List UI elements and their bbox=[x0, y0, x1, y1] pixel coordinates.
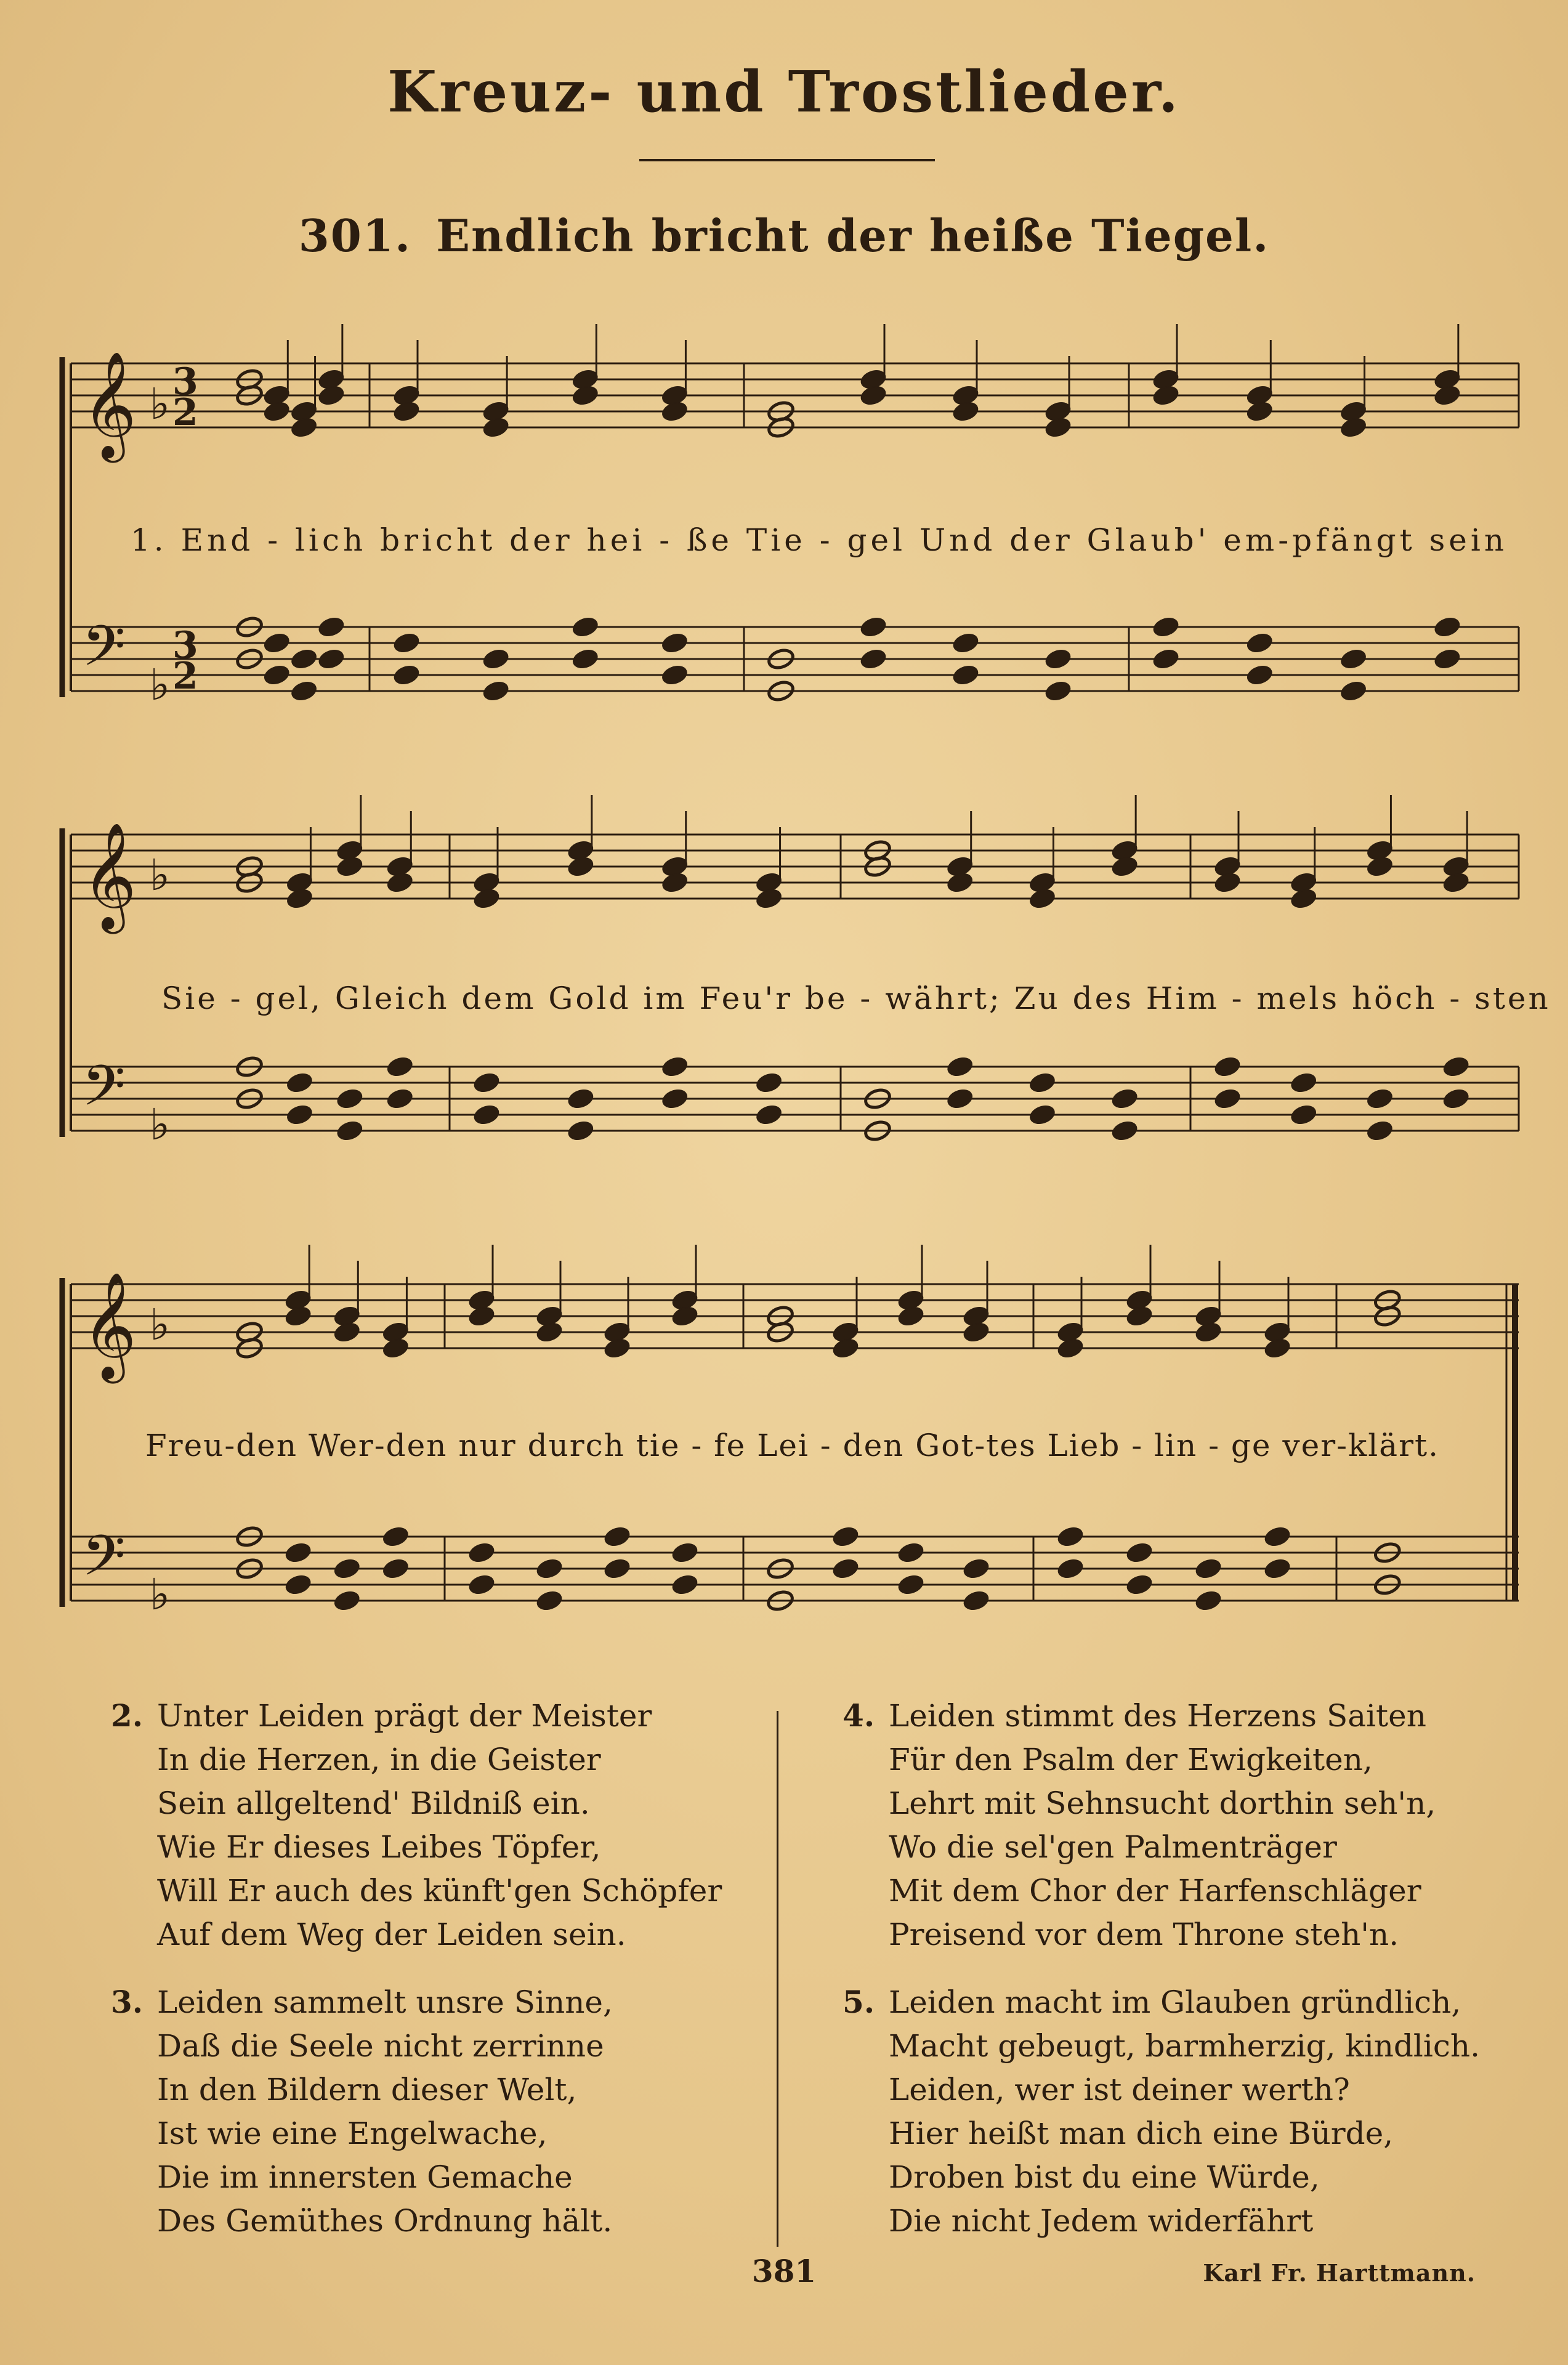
note-head bbox=[1245, 663, 1274, 687]
verse-line bbox=[111, 2024, 722, 2068]
note-head bbox=[952, 663, 980, 687]
verse-text: Sein allgeltend' Bildniß ein. bbox=[157, 1785, 590, 1821]
note-head bbox=[571, 615, 599, 639]
note-head bbox=[962, 1589, 990, 1612]
verse-line bbox=[843, 2112, 1480, 2156]
bass-clef: 𝄢 bbox=[82, 1053, 126, 1132]
note-head bbox=[660, 400, 689, 423]
note-head bbox=[482, 647, 510, 671]
note-head bbox=[381, 1336, 410, 1360]
note-head bbox=[571, 384, 599, 407]
note-head bbox=[336, 1087, 364, 1110]
verse-number: 2. bbox=[111, 1697, 143, 1734]
note-head bbox=[386, 871, 414, 894]
verses-left-column bbox=[111, 1694, 722, 2266]
page-number: 381 bbox=[751, 2253, 817, 2289]
note-head bbox=[1125, 1573, 1154, 1596]
note-head bbox=[285, 887, 313, 910]
note-head bbox=[1110, 855, 1139, 878]
flat-sign: ♭ bbox=[150, 1300, 171, 1350]
note-head bbox=[1028, 887, 1056, 910]
note-head bbox=[472, 887, 501, 910]
note-head bbox=[467, 1541, 496, 1564]
verse-text: Unter Leiden prägt der Meister bbox=[157, 1698, 652, 1734]
verse-line bbox=[843, 1782, 1480, 1825]
note-head bbox=[1339, 416, 1367, 439]
note-head bbox=[897, 1304, 925, 1328]
note-head bbox=[262, 663, 291, 687]
verse-text: Leiden sammelt unsre Sinne, bbox=[157, 1984, 613, 2020]
verse-line bbox=[111, 1913, 722, 1957]
verse-line bbox=[843, 1738, 1480, 1782]
note-head bbox=[262, 631, 291, 655]
verse-text: Lehrt mit Sehnsucht dorthin seh'n, bbox=[889, 1785, 1436, 1821]
verse-text: Auf dem Weg der Leiden sein. bbox=[157, 1917, 626, 1952]
verse-line bbox=[843, 1825, 1480, 1869]
verse-text: Hier heißt man dich eine Bürde, bbox=[889, 2116, 1394, 2151]
note-head bbox=[660, 1087, 689, 1110]
note-head bbox=[1213, 871, 1242, 894]
note-head bbox=[467, 1573, 496, 1596]
verse-line bbox=[843, 1869, 1480, 1913]
note-head bbox=[952, 631, 980, 655]
note-head bbox=[945, 871, 974, 894]
note-head bbox=[1110, 1087, 1139, 1110]
note-head bbox=[1433, 615, 1461, 639]
note-head bbox=[962, 1557, 990, 1580]
note-head bbox=[1194, 1320, 1222, 1344]
note-head bbox=[1152, 615, 1180, 639]
lyrics-line-3: Freu-den Wer-den nur durch tie - fe Lei - den Got-tes Lieb - lin - ge ver-klärt. bbox=[145, 1428, 1439, 1463]
note-head bbox=[831, 1336, 860, 1360]
verse-line bbox=[111, 1782, 722, 1825]
note-head bbox=[467, 1304, 496, 1328]
flat-sign: ♭ bbox=[150, 379, 171, 429]
note-head bbox=[472, 1103, 501, 1126]
verse-line bbox=[843, 2199, 1480, 2243]
note-head bbox=[1263, 1336, 1291, 1360]
note-head bbox=[333, 1589, 361, 1612]
note-head bbox=[660, 663, 689, 687]
note-head bbox=[1289, 887, 1317, 910]
verse-line bbox=[843, 1913, 1480, 1957]
verse-text: Wie Er dieses Leibes Töpfer, bbox=[157, 1829, 601, 1865]
note-head bbox=[952, 400, 980, 423]
section-title: Kreuz- und Trostlieder. bbox=[387, 59, 1181, 125]
note-head bbox=[1125, 1304, 1154, 1328]
verse-line bbox=[111, 1694, 722, 1738]
verse-line bbox=[111, 1738, 722, 1782]
note-head bbox=[1152, 647, 1180, 671]
verses-right-column bbox=[843, 1694, 1480, 2266]
note-head bbox=[571, 647, 599, 671]
verse-text: Will Er auch des künft'gen Schöpfer bbox=[157, 1873, 722, 1909]
note-head bbox=[381, 1557, 410, 1580]
note-head bbox=[392, 400, 421, 423]
note-head bbox=[859, 615, 887, 639]
verse-text: Daß die Seele nicht zerrinne bbox=[157, 2028, 604, 2064]
verse-text: Mit dem Chor der Harfenschläger bbox=[889, 1873, 1421, 1909]
note-head bbox=[1289, 1071, 1317, 1094]
note-head bbox=[1213, 1055, 1242, 1078]
note-head bbox=[1110, 1119, 1139, 1142]
note-head bbox=[317, 384, 346, 407]
note-head bbox=[386, 1055, 414, 1078]
note-head bbox=[1056, 1336, 1085, 1360]
note-head bbox=[1289, 1103, 1317, 1126]
author-credit: Karl Fr. Harttmann. bbox=[1203, 2259, 1476, 2287]
verse-text: Leiden stimmt des Herzens Saiten bbox=[889, 1698, 1426, 1734]
note-head bbox=[897, 1573, 925, 1596]
verse-number: 4. bbox=[843, 1697, 875, 1734]
column-divider bbox=[777, 1711, 778, 2247]
verse-line bbox=[111, 2068, 722, 2112]
music-staves bbox=[62, 324, 1519, 1620]
note-head bbox=[535, 1557, 564, 1580]
verse-text: Die nicht Jedem widerfährt bbox=[889, 2203, 1314, 2239]
note-head bbox=[1028, 1071, 1056, 1094]
verse-text: Macht gebeugt, barmherzig, kindlich. bbox=[889, 2028, 1481, 2064]
note-head bbox=[289, 647, 318, 671]
note-head bbox=[1433, 647, 1461, 671]
note-head bbox=[1213, 1087, 1242, 1110]
note-head bbox=[567, 1119, 595, 1142]
note-head bbox=[671, 1304, 699, 1328]
note-head bbox=[859, 647, 887, 671]
verse-text: Wo die sel'gen Palmenträger bbox=[889, 1829, 1337, 1865]
verse-2 bbox=[111, 1694, 722, 1957]
note-head bbox=[381, 1525, 410, 1548]
note-head bbox=[333, 1557, 361, 1580]
verse-line bbox=[843, 1980, 1480, 2024]
flat-sign: ♭ bbox=[150, 1099, 171, 1150]
note-head bbox=[754, 887, 783, 910]
note-head bbox=[1365, 855, 1394, 878]
note-head bbox=[603, 1557, 631, 1580]
bass-clef: 𝄢 bbox=[82, 1523, 126, 1602]
verse-3 bbox=[111, 1980, 722, 2243]
note-head bbox=[482, 416, 510, 439]
hymn-number: 301. bbox=[298, 209, 412, 262]
note-head bbox=[671, 1573, 699, 1596]
note-head bbox=[831, 1557, 860, 1580]
note-head bbox=[671, 1541, 699, 1564]
note-head bbox=[392, 663, 421, 687]
note-head bbox=[1433, 384, 1461, 407]
note-head bbox=[567, 1087, 595, 1110]
note-head bbox=[262, 400, 291, 423]
note-head bbox=[1056, 1557, 1085, 1580]
note-head bbox=[1263, 1525, 1291, 1548]
treble-clef: 𝄞 bbox=[82, 351, 137, 458]
verse-text: In den Bildern dieser Welt, bbox=[157, 2072, 577, 2108]
verse-line bbox=[111, 2156, 722, 2199]
verse-text: Ist wie eine Engelwache, bbox=[157, 2116, 548, 2151]
bass-clef: 𝄢 bbox=[82, 613, 126, 692]
note-head bbox=[285, 1103, 313, 1126]
note-head bbox=[317, 615, 346, 639]
note-head bbox=[1194, 1589, 1222, 1612]
note-head bbox=[567, 855, 595, 878]
note-head bbox=[1028, 1103, 1056, 1126]
verse-line bbox=[843, 1694, 1480, 1738]
time-signature-digit: 2 bbox=[172, 655, 198, 698]
note-head bbox=[1245, 400, 1274, 423]
note-head bbox=[386, 1087, 414, 1110]
note-head bbox=[603, 1525, 631, 1548]
verse-text: In die Herzen, in die Geister bbox=[157, 1742, 601, 1777]
verse-line bbox=[843, 2068, 1480, 2112]
verse-text: Für den Psalm der Ewigkeiten, bbox=[889, 1742, 1373, 1777]
verse-5 bbox=[843, 1980, 1480, 2243]
note-head bbox=[1442, 1087, 1470, 1110]
verse-text: Die im innersten Gemache bbox=[157, 2159, 573, 2195]
note-head bbox=[284, 1304, 312, 1328]
verse-line bbox=[843, 2024, 1480, 2068]
verse-text: Des Gemüthes Ordnung hält. bbox=[157, 2203, 613, 2239]
time-signature-digit: 3 bbox=[172, 624, 198, 667]
verse-line bbox=[111, 1980, 722, 2024]
note-head bbox=[392, 631, 421, 655]
verse-text: Leiden, wer ist deiner werth? bbox=[889, 2072, 1350, 2108]
time-signature-digit: 3 bbox=[172, 360, 198, 403]
note-head bbox=[1152, 384, 1180, 407]
flat-sign: ♭ bbox=[150, 1569, 171, 1620]
note-head bbox=[859, 384, 887, 407]
note-head bbox=[317, 647, 346, 671]
note-head bbox=[284, 1541, 312, 1564]
verse-4 bbox=[843, 1694, 1480, 1957]
note-head bbox=[603, 1336, 631, 1360]
note-head bbox=[535, 1589, 564, 1612]
note-head bbox=[1442, 1055, 1470, 1078]
flat-sign: ♭ bbox=[150, 850, 171, 900]
verse-number: 3. bbox=[111, 1984, 143, 2020]
note-head bbox=[1044, 679, 1072, 703]
note-head bbox=[660, 1055, 689, 1078]
treble-clef: 𝄞 bbox=[82, 1272, 137, 1379]
verse-line bbox=[111, 1869, 722, 1913]
note-head bbox=[1442, 871, 1470, 894]
note-head bbox=[754, 1071, 783, 1094]
note-head bbox=[1194, 1557, 1222, 1580]
verse-line bbox=[111, 1825, 722, 1869]
note-head bbox=[535, 1320, 564, 1344]
verse-line bbox=[111, 2199, 722, 2243]
note-head bbox=[1365, 1087, 1394, 1110]
note-head bbox=[962, 1320, 990, 1344]
verse-text: Droben bist du eine Würde, bbox=[889, 2159, 1320, 2195]
verse-text: Preisend vor dem Throne steh'n. bbox=[889, 1917, 1399, 1952]
verse-line bbox=[843, 2156, 1480, 2199]
note-head bbox=[289, 679, 318, 703]
note-head bbox=[660, 631, 689, 655]
note-head bbox=[1044, 416, 1072, 439]
verse-number: 5. bbox=[843, 1984, 875, 2020]
note-head bbox=[284, 1573, 312, 1596]
note-head bbox=[482, 679, 510, 703]
note-head bbox=[336, 855, 364, 878]
note-head bbox=[1365, 1119, 1394, 1142]
verse-text: Leiden macht im Glauben gründlich, bbox=[889, 1984, 1461, 2020]
note-head bbox=[336, 1119, 364, 1142]
note-head bbox=[333, 1320, 361, 1344]
flat-sign: ♭ bbox=[150, 660, 171, 710]
note-head bbox=[754, 1103, 783, 1126]
note-head bbox=[1339, 679, 1367, 703]
lyrics-line-2: Sie - gel, Gleich dem Gold im Feu'r be - währt; Zu des Him - mels höch - sten bbox=[161, 980, 1551, 1016]
time-signature-digit: 2 bbox=[172, 391, 198, 434]
note-head bbox=[1263, 1557, 1291, 1580]
lyrics-line-1: 1. End - lich bricht der hei - ße Tie - gel Und der Glaub' em-pfängt sein bbox=[131, 522, 1508, 558]
note-head bbox=[1339, 647, 1367, 671]
verse-line bbox=[111, 2112, 722, 2156]
note-head bbox=[285, 1071, 313, 1094]
note-head bbox=[897, 1541, 925, 1564]
note-head bbox=[1125, 1541, 1154, 1564]
note-head bbox=[945, 1087, 974, 1110]
note-head bbox=[660, 871, 689, 894]
note-head bbox=[1056, 1525, 1085, 1548]
hymn-title: Endlich bricht der heiße Tiegel. bbox=[436, 209, 1270, 262]
note-head bbox=[289, 416, 318, 439]
treble-clef: 𝄞 bbox=[82, 822, 137, 929]
note-head bbox=[945, 1055, 974, 1078]
note-head bbox=[472, 1071, 501, 1094]
note-head bbox=[1245, 631, 1274, 655]
note-head bbox=[1044, 647, 1072, 671]
note-head bbox=[831, 1525, 860, 1548]
